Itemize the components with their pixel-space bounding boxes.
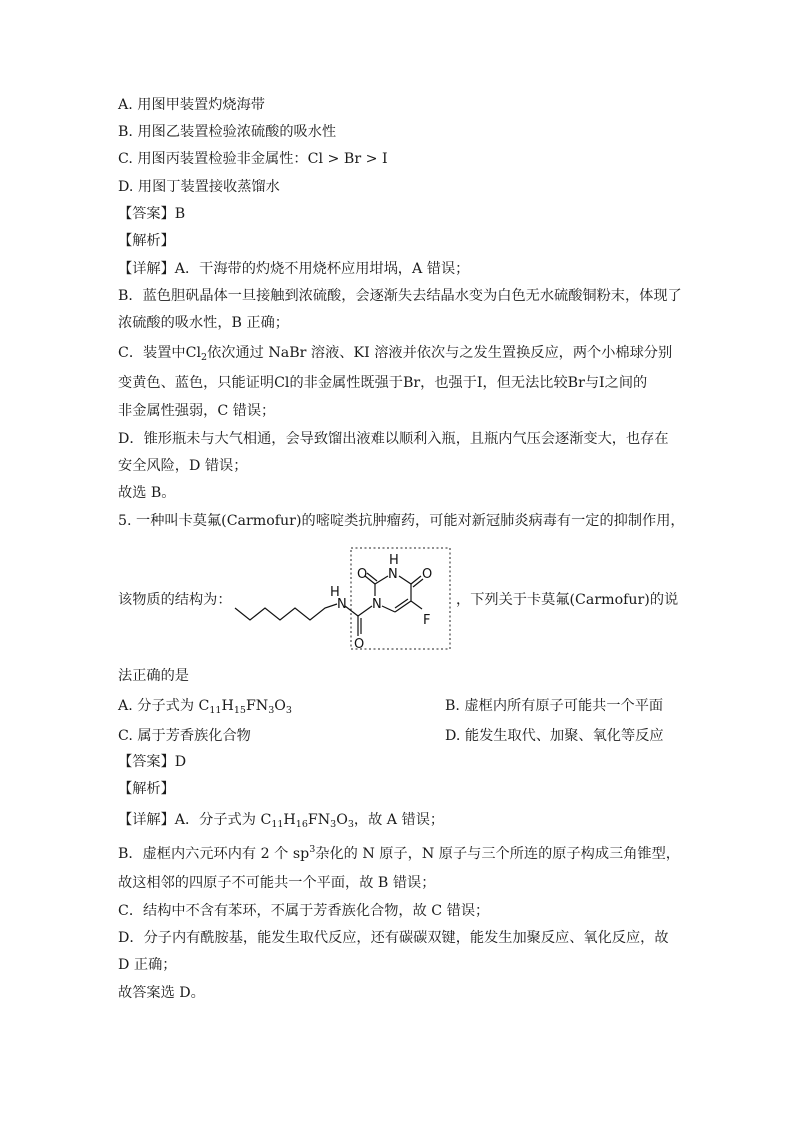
ring-oxygen-left-label: O <box>357 567 368 582</box>
chlorine-symbol: Cl <box>185 345 202 361</box>
formula-subscript: 3 <box>268 705 275 716</box>
q4-detail-c-suffix: 依次通过 NaBr 溶液、KI 溶液并依次与之发生置换反应，两个小棉球分别 <box>207 345 673 361</box>
q5-stem-line1: 5. 一种叫卡莫氟(Carmofur)的嘧啶类抗肿瘤药，可能对新冠肺炎病毒有一定的抑制作用， <box>118 513 685 529</box>
q5-detail-b-suffix: 杂化的 N 原子，N 原子与三个所连的原子构成三角锥型， <box>315 846 680 862</box>
q4-conclusion: 故选 B。 <box>118 485 176 501</box>
fluorine-label: F <box>423 613 431 628</box>
q4-detail-c-line2: 变黄色、蓝色，只能证明Cl的非金属性既强于Br，也强于I，但无法比较Br与I之间的 <box>118 375 648 391</box>
q5-option-b: B. 虚框内所有原子可能共一个平面 <box>445 698 664 714</box>
q5-option-a-prefix: A. 分子式为 C <box>118 698 210 714</box>
q5-detail-b-prefix: B．虚框内六元环内有 2 个 sp <box>118 846 310 862</box>
ring-oxygen-right-label: O <box>422 567 433 582</box>
ring-n3-hydrogen-label: H <box>389 553 399 568</box>
formula-element: FN <box>245 698 269 714</box>
q4-detail-d-line1: D．锥形瓶未与大气相通，会导致馏出液难以顺利入瓶，且瓶内气压会逐渐变大，也存在 <box>118 431 669 447</box>
dashed-box <box>351 548 450 649</box>
formula-subscript: 11 <box>271 819 284 830</box>
ring-n1-label: N <box>372 597 382 612</box>
q5-stem-line2-prefix: 该物质的结构为： <box>118 592 232 608</box>
amide-bonds <box>345 606 372 636</box>
chlorine-subscript: 2 <box>201 352 208 363</box>
formula-element: FN <box>307 812 331 828</box>
amide-nitrogen-label: N <box>337 597 347 612</box>
q4-detail-c-prefix: C．装置中 <box>118 345 186 361</box>
q4-option-a: A. 用图甲装置灼烧海带 <box>118 97 265 113</box>
q5-conclusion: 故答案选 D。 <box>118 985 205 1001</box>
q5-detail-b-line2: 故这相邻的四原子不可能共一个平面，故 B 错误； <box>118 875 436 891</box>
q4-detail-a: 【详解】A．干海带的灼烧不用烧杯应用坩埚，A 错误； <box>118 261 470 277</box>
q5-analysis-heading: 【解析】 <box>118 781 175 797</box>
formula-element: O <box>274 698 286 714</box>
formula-element: H <box>283 812 296 828</box>
formula-element: H <box>221 698 234 714</box>
q4-detail-b-line2: 浓硫酸的吸水性，B 正确； <box>118 315 289 331</box>
formula-subscript: 11 <box>209 705 222 716</box>
q4-detail-b-line1: B．蓝色胆矾晶体一旦接触到浓硫酸，会逐渐失去结晶水变为白色无水硫酸铜粉末，体现了 <box>118 288 682 304</box>
carmofur-structure-diagram <box>225 546 457 652</box>
formula-element: O <box>336 812 348 828</box>
formula-subscript: 3 <box>347 819 354 830</box>
hybridization-superscript: 3 <box>309 844 316 855</box>
q4-detail-d-line2: 安全风险，D 错误； <box>118 458 248 474</box>
amide-hydrogen-label: H <box>330 585 340 600</box>
q5-option-d: D. 能发生取代、加聚、氧化等反应 <box>445 728 664 744</box>
q5-detail-a-prefix: 【详解】A．分子式为 C <box>118 812 272 828</box>
q4-analysis-heading: 【解析】 <box>118 233 175 249</box>
q5-detail-d-line2: D 正确； <box>118 957 177 973</box>
amide-oxygen-label: O <box>354 637 365 652</box>
q5-stem-line2-suffix: ，下列关于卡莫氟(Carmofur)的说 <box>456 592 679 608</box>
formula-subscript: 15 <box>233 705 246 716</box>
formula-subscript: 16 <box>295 819 308 830</box>
q5-option-a <box>118 697 292 715</box>
q5-detail-a <box>118 811 444 829</box>
hexyl-chain <box>235 604 337 620</box>
q5-detail-d-line1: D．分子内有酰胺基，能发生取代反应，还有碳碳双键，能发生加聚反应、氧化反应，故 <box>118 930 669 946</box>
q4-detail-c-line1 <box>118 344 672 362</box>
q4-answer: 【答案】B <box>118 206 186 222</box>
ring-n3-label: N <box>388 567 398 582</box>
formula-subscript: 3 <box>285 705 292 716</box>
q5-stem-line3: 法正确的是 <box>118 668 189 684</box>
q4-option-b: B. 用图乙装置检验浓硫酸的吸水性 <box>118 124 337 140</box>
q5-detail-c: C．结构中不含有苯环，不属于芳香族化合物，故 C 错误； <box>118 903 490 919</box>
q5-detail-a-suffix: ，故 A 错误； <box>353 812 445 828</box>
q5-option-c: C. 属于芳香族化合物 <box>118 728 251 744</box>
q5-detail-b-line1 <box>118 845 680 863</box>
q4-option-d: D. 用图丁装置接收蒸馏水 <box>118 179 280 195</box>
q4-option-c: C. 用图丙装置检验非金属性：Cl > Br > I <box>118 151 388 167</box>
q4-detail-c-line3: 非金属性强弱，C 错误； <box>118 403 276 419</box>
formula-subscript: 3 <box>330 819 337 830</box>
q5-answer: 【答案】D <box>118 754 187 770</box>
